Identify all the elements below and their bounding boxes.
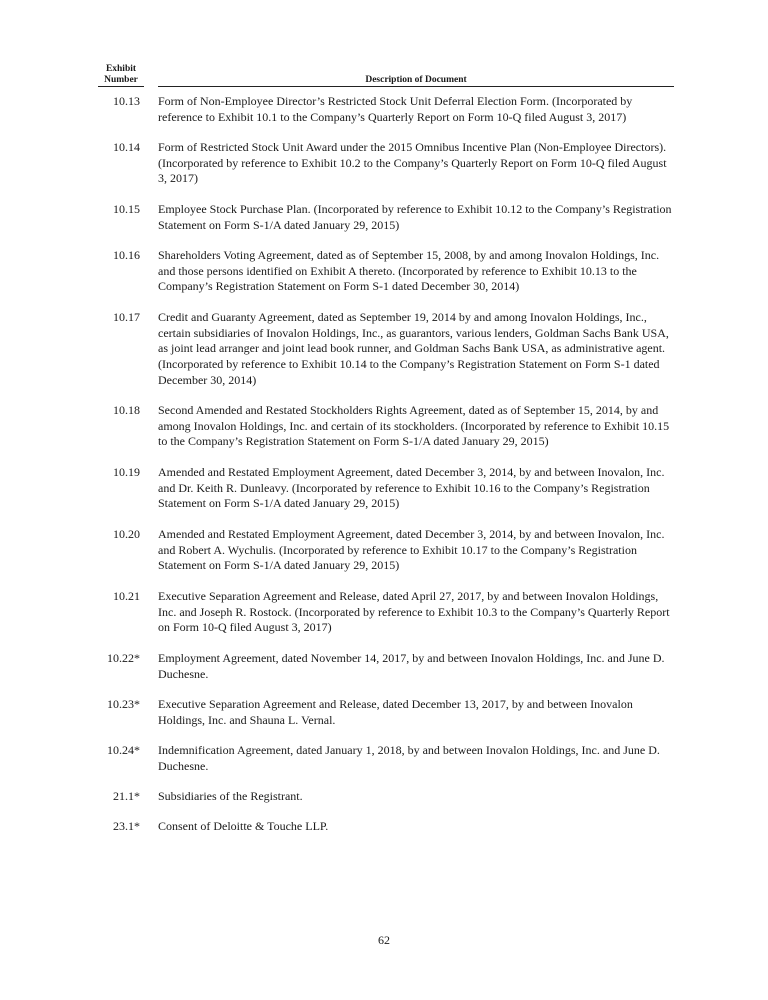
exhibit-number: 10.16 [113, 248, 140, 262]
exhibit-description: Shareholders Voting Agreement, dated as of September 15, 2008, by and among Inovalon Holdings, Inc. and those persons identified on Exhibit A thereto. (Incorporated by reference to Exhibit 10.13 to the Company’s Registration Statement on Form S-1 dated December 30, 2014) [158, 248, 660, 294]
exhibit-number: 10.14 [113, 140, 140, 154]
exhibit-header-line1: Exhibit [105, 64, 137, 74]
exhibit-header-line2: Number [98, 75, 144, 87]
exhibit-description: Consent of Deloitte & Touche LLP. [158, 819, 329, 833]
exhibit-description: Credit and Guaranty Agreement, dated as September 19, 2014 by and among Inovalon Holdings, Inc., certain subsidiaries of Inovalon Holdings, Inc., as guarantors, various lenders, Goldman Sachs Bank USA, as joint lead arranger and joint lead book runner, and Goldman Sachs Bank USA, as administrative agent. (Incorporated by reference to Exhibit 10.14 to the Company’s Registration Statement on Form S-1 dated December 30, 2014) [158, 310, 669, 387]
description-column-header: Description of Document [158, 75, 674, 87]
exhibit-number: 10.21 [113, 589, 140, 603]
exhibit-description: Executive Separation Agreement and Release, dated December 13, 2017, by and between Inovalon Holdings, Inc. and Shauna L. Vernal. [158, 697, 633, 727]
exhibit-description: Executive Separation Agreement and Release, dated April 27, 2017, by and between Inovalon Holdings, Inc. and Joseph R. Rostock. (Incorporated by reference to Exhibit 10.3 to the Company’s Quarterly Report on Form 10-Q filed August 3, 2017) [158, 589, 670, 635]
exhibit-number: 10.18 [113, 403, 140, 417]
exhibit-description: Employment Agreement, dated November 14, 2017, by and between Inovalon Holdings, Inc. and June D. Duchesne. [158, 651, 665, 681]
exhibit-description: Amended and Restated Employment Agreement, dated December 3, 2014, by and between Inovalon, Inc. and Robert A. Wychulis. (Incorporated by reference to Exhibit 10.17 to the Company’s Registration Statement on Form S-1/A dated January 29, 2015) [158, 527, 665, 573]
exhibit-number: 10.17 [113, 310, 140, 324]
exhibit-number: 10.13 [113, 94, 140, 108]
exhibit-number: 10.24* [107, 743, 140, 757]
exhibit-description: Form of Restricted Stock Unit Award under the 2015 Omnibus Incentive Plan (Non-Employee Directors). (Incorporated by reference to Exhibit 10.2 to the Company’s Quarterly Report on Form 10-Q filed August 3, 2017) [158, 140, 667, 186]
exhibit-number-column-header [98, 64, 144, 87]
exhibit-number: 21.1* [113, 789, 140, 803]
exhibit-description: Employee Stock Purchase Plan. (Incorporated by reference to Exhibit 10.12 to the Company’s Registration Statement on Form S-1/A dated January 29, 2015) [158, 202, 672, 232]
exhibit-number: 10.23* [107, 697, 140, 711]
exhibit-description: Indemnification Agreement, dated January 1, 2018, by and between Inovalon Holdings, Inc. and June D. Duchesne. [158, 743, 660, 773]
page-number: 62 [378, 933, 390, 947]
exhibit-description: Form of Non-Employee Director’s Restricted Stock Unit Deferral Election Form. (Incorporated by reference to Exhibit 10.1 to the Company’s Quarterly Report on Form 10-Q filed August 3, 2017) [158, 94, 633, 124]
exhibit-number: 23.1* [113, 819, 140, 833]
exhibit-number: 10.19 [113, 465, 140, 479]
exhibit-description: Amended and Restated Employment Agreement, dated December 3, 2014, by and between Inovalon, Inc. and Dr. Keith R. Dunleavy. (Incorporated by reference to Exhibit 10.16 to the Company’s Registration Statement on Form S-1/A dated January 29, 2015) [158, 465, 665, 511]
exhibit-number: 10.15 [113, 202, 140, 216]
exhibit-description: Subsidiaries of the Registrant. [158, 789, 303, 803]
exhibit-description: Second Amended and Restated Stockholders Rights Agreement, dated as of September 15, 2014, by and among Inovalon Holdings, Inc. and certain of its stockholders. (Incorporated by reference to Exhibit 10.15 to the Company’s Registration Statement on Form S-1/A dated January 29, 2015) [158, 403, 670, 449]
exhibit-number: 10.22* [107, 651, 140, 665]
exhibit-number: 10.20 [113, 527, 140, 541]
